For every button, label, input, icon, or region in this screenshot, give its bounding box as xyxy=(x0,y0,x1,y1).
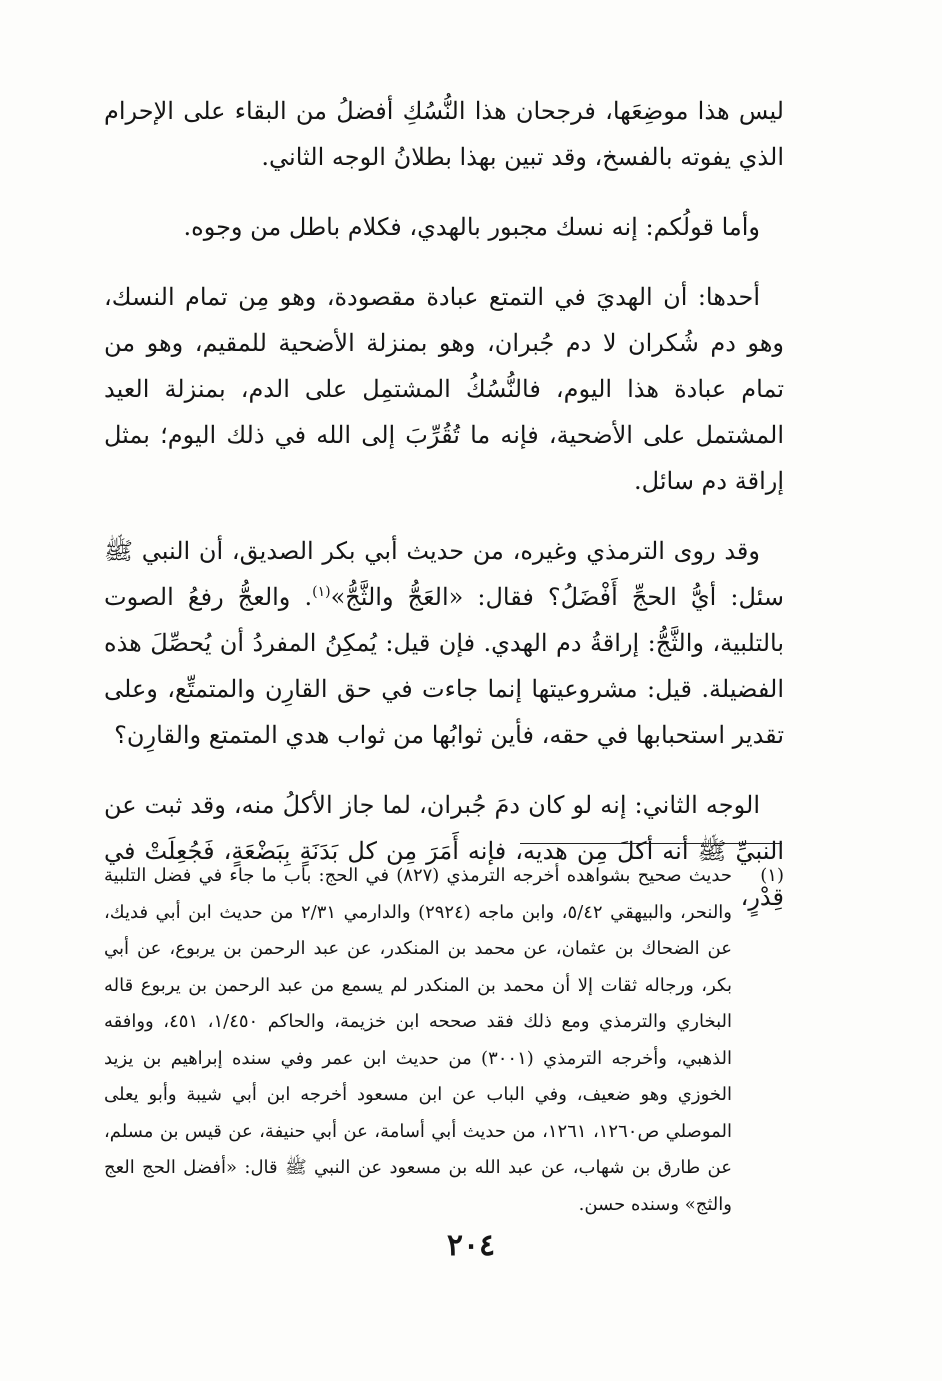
paragraph-4-text-a: وقد روى الترمذي وغيره، من حديث أبي بكر الصديق، أن النبي ﷺ سئل: أيُّ الحجِّ أَفْضَلُ؟ فقال: «العَجُّ والثَّجُّ» xyxy=(104,537,785,611)
page-number: ٢٠٤ xyxy=(446,1228,496,1263)
footnote-number: (١) xyxy=(760,865,784,886)
paragraph-3-text: أحدها: أن الهديَ في التمتع عبادة مقصودة، وهو مِن تمام النسك، وهو دم شُكران لا دم جُبران، وهو بمنزلة الأضحية للمقيم، وهو من تمام عبادة هذا اليوم، فالنُّسُكُ المشتمِل على الدم، بمنزلة العيد المشتمل على الأضحية، فإنه ما تُقُرِّبَ إلى الله في ذلك اليوم؛ بمثل إراقة دم سائل. xyxy=(104,283,784,495)
paragraph-4-text-b: . والعجُّ رفعُ الصوت بالتلبية، والثَّجُّ: إراقةُ دم الهدي. فإن قيل: يُمكِنُ المفردُ أن يُحصِّلَ هذه الفضيلة. قيل: مشروعيتها إنما جاءت في حق القارِن والمتمتِّع، وعلى تقدير استحبابها في حقه، فأين ثوابُها من ثواب هدي المتمتع والقارِن؟ xyxy=(104,583,784,749)
main-text xyxy=(104,88,784,920)
paragraph-2 xyxy=(104,204,784,250)
footnote xyxy=(104,858,784,1223)
footnote-separator xyxy=(520,843,782,844)
paragraph-3 xyxy=(104,274,784,504)
paragraph-5-text: الوجه الثاني: إنه لو كان دمَ جُبران، لما جاز الأكلُ منه، وقد ثبت عن النبيِّ ﷺ أنه أكلَ مِن هديه، فإنه أَمَرَ مِن كل بَدَنَةٍ بِبَضْعَةٍ، فَجُعِلَتْ في قِدْرٍ، xyxy=(104,791,784,911)
paragraph-1: ليس هذا موضِعَها، فرجحان هذا النُّسُكِ أفضلُ من البقاء على الإحرام الذي يفوته بالفسخ، وقد تبين بهذا بطلانُ الوجه الثاني. xyxy=(104,97,784,171)
paragraph-2-text: وأما قولُكم: إنه نسك مجبور بالهدي، فكلام باطل من وجوه. xyxy=(183,213,760,241)
paragraph-4 xyxy=(104,528,784,758)
footnote-reference[interactable]: (١) xyxy=(312,584,331,600)
footnote-text: حديث صحيح بشواهده أخرجه الترمذي (٨٢٧) في الحج: باب ما جاء في فضل التلبية والنحر، والبيهقي ٥/٤٢، وابن ماجه (٢٩٢٤) والدارمي ٢/٣١ من حديث ابن أبي فديك، عن الضحاك بن عثمان، عن محمد بن المنكدر، عن عبد الرحمن بن يربوع، عن أبي بكر، ورجاله ثقات إلا أن محمد بن المنكدر لم يسمع من عبد الرحمن بن يربوع قاله البخاري والترمذي ومع ذلك فقد صححه ابن خزيمة، والحاكم ١/٤٥٠، ٤٥١، ووافقه الذهبي، وأخرجه الترمذي (٣٠٠١) من حديث ابن عمر وفي سنده إبراهيم بن يزيد الخوزي وهو ضعيف، وفي الباب عن ابن مسعود أخرجه ابن أبي شيبة وأبو يعلى الموصلي ص١٢٦٠، ١٢٦١، من حديث أبي أسامة، عن أبي حنيفة، عن قيس بن مسلم، عن طارق بن شهاب، عن عبد الله بن مسعود عن النبي ﷺ قال: «أفضل الحج العج والثج» وسنده حسن. xyxy=(104,865,733,1215)
